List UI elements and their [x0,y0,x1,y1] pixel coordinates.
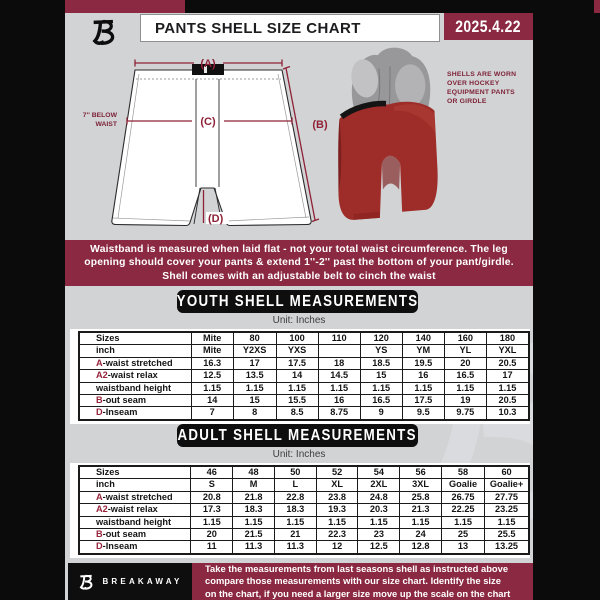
value-cell: 20 [191,528,233,540]
value-cell: 7 [191,407,233,420]
value-cell: 21.5 [233,528,275,540]
value-cell: 12.5 [191,370,233,382]
value-cell: 180 [486,332,529,345]
row-label-cell: D-Inseam [79,407,191,420]
value-cell: 9.5 [402,407,444,420]
measurement-row [79,370,529,382]
value-cell: 8 [233,407,276,420]
value-cell: 12.5 [358,541,400,554]
value-cell: 17.3 [191,504,233,516]
value-cell: 22.8 [274,491,316,503]
value-cell: 20.5 [486,394,529,406]
value-cell: 20 [444,357,486,369]
breakaway-logo-icon [85,15,125,49]
value-cell: YXS [276,345,318,357]
value-cell: 27.75 [485,491,529,503]
sizes-header-row [79,466,529,479]
value-cell: 13.25 [485,541,529,554]
diagram-label-a: (A) [200,58,216,70]
value-cell: 3XL [400,479,442,491]
youth-table-card [70,329,530,424]
measure-letter: A [96,491,103,502]
measurement-row [79,357,529,369]
value-cell: 1.15 [191,382,233,394]
sizes-header-row [79,332,529,345]
value-cell: 1.15 [274,516,316,528]
value-cell: 60 [485,466,529,479]
measure-letter: A2 [96,504,108,515]
value-cell: 9.75 [444,407,486,420]
value-cell: 17.5 [276,357,318,369]
inch-header-row [79,479,529,491]
value-cell: 17.5 [402,394,444,406]
value-cell: M [233,479,275,491]
pants-measurement-diagram [80,48,330,233]
text-line: Waistband is measured when laid flat - not your total waist circumference. The leg [90,243,508,255]
measurement-row [79,504,529,516]
row-label-cell: Sizes [79,466,191,479]
photo-note [447,70,523,106]
red-shell [338,102,437,220]
value-cell: Goalie+ [485,479,529,491]
measure-letter: D [96,407,103,418]
value-cell: 1.15 [358,516,400,528]
value-cell: 15 [233,394,276,406]
value-cell: 21.3 [400,504,442,516]
value-cell: 54 [358,466,400,479]
value-cell: 19.3 [316,504,358,516]
shell-photo [333,40,447,230]
row-label-cell: inch [79,479,191,491]
value-cell: 16 [402,370,444,382]
value-cell: 1.15 [316,516,358,528]
value-cell: Y2XS [233,345,276,357]
value-cell: 1.15 [441,516,484,528]
diagram-label-d: (D) [208,213,224,225]
text-line: opening should cover your pants & extend 1''-2'' past the bottom of your pant/girdle. [84,257,514,269]
value-cell: 25.8 [400,491,442,503]
value-cell: 26.75 [441,491,484,503]
value-cell: 140 [402,332,444,345]
value-cell: 48 [233,466,275,479]
value-cell: 20.8 [191,491,233,503]
value-cell: 100 [276,332,318,345]
value-cell: 23.8 [316,491,358,503]
value-cell: 1.15 [485,516,529,528]
footer-brand-name: BREAKAWAY [102,577,183,586]
value-cell: 1.15 [400,516,442,528]
value-cell: 9 [360,407,402,420]
value-cell: 10.3 [486,407,529,420]
value-cell: 20.5 [486,357,529,369]
shorts-outline [112,70,311,226]
value-cell: 16.5 [444,370,486,382]
info-banner [65,240,533,286]
adult-heading-text: ADULT SHELL MEASUREMENTS [177,426,418,444]
value-cell: 120 [360,332,402,345]
value-cell: 1.15 [276,382,318,394]
side-note-line2: WAIST [95,121,117,128]
value-cell: 11 [191,541,233,554]
value-cell: 25.5 [485,528,529,540]
value-cell: Goalie [441,479,484,491]
text-line: SHELLS ARE WORN [447,71,517,78]
date-text: 2025.4.22 [455,16,522,36]
measure-letter: A [96,357,103,368]
value-cell: 12.8 [400,541,442,554]
value-cell: 52 [316,466,358,479]
value-cell: 17 [486,370,529,382]
value-cell: 1.15 [233,382,276,394]
adult-table-card [70,463,530,558]
value-cell: 18.3 [233,504,275,516]
row-label-cell: A2-waist relax [79,370,191,382]
value-cell: 25 [441,528,484,540]
value-cell: 17 [233,357,276,369]
value-cell: 80 [233,332,276,345]
youth-heading-text: YOUTH SHELL MEASUREMENTS [176,292,419,310]
text-line: Take the measurements from last seasons shell as instructed above [205,563,509,575]
value-cell: 11.3 [274,541,316,554]
row-label-cell: waistband height [79,516,191,528]
value-cell: 13 [441,541,484,554]
value-cell: 22.25 [441,504,484,516]
value-cell: L [274,479,316,491]
measure-letter: A2 [96,370,108,381]
top-right-accent [594,0,600,13]
row-label-cell: Sizes [79,332,191,345]
value-cell: 24.8 [358,491,400,503]
value-cell: 1.15 [444,382,486,394]
value-cell: 15 [360,370,402,382]
value-cell: 1.15 [191,516,233,528]
value-cell: 18.3 [274,504,316,516]
content-area [65,13,533,600]
value-cell: 1.15 [360,382,402,394]
row-label-cell: B-out seam [79,528,191,540]
measurement-row [79,516,529,528]
value-cell: 20.3 [358,504,400,516]
value-cell: 1.15 [318,382,360,394]
value-cell: 16 [318,394,360,406]
value-cell: 2XL [358,479,400,491]
value-cell: 16.3 [191,357,233,369]
value-cell: 1.15 [233,516,275,528]
text-line: on the chart, if you need a larger size move up the scale on the chart [205,587,511,599]
value-cell: 19.5 [402,357,444,369]
text-line: EQUIPMENT PANTS [447,89,515,96]
side-note-line1: 7'' BELOW [82,112,117,119]
value-cell: 46 [191,466,233,479]
row-label-cell: D-Inseam [79,541,191,554]
value-cell: 8.5 [276,407,318,420]
value-cell: 56 [400,466,442,479]
measurement-row [79,528,529,540]
value-cell: Mite [191,345,233,357]
measurement-row [79,382,529,394]
value-cell: 21.8 [233,491,275,503]
diagram-label-c: (C) [200,116,216,128]
value-cell: 14 [191,394,233,406]
value-cell: 23 [358,528,400,540]
value-cell: 24 [400,528,442,540]
value-cell: 18 [318,357,360,369]
value-cell: 14 [276,370,318,382]
value-cell: YS [360,345,402,357]
inch-header-row [79,345,529,357]
value-cell: YM [402,345,444,357]
value-cell [318,345,360,357]
value-cell: 14.5 [318,370,360,382]
adult-section-heading [177,424,418,447]
value-cell: 12 [316,541,358,554]
footer-brand-box [68,563,192,600]
measurement-row [79,541,529,554]
value-cell: 23.25 [485,504,529,516]
value-cell: YXL [486,345,529,357]
date-badge [444,13,533,40]
youth-measurements-table [78,331,530,421]
measure-letter: B [96,395,103,406]
value-cell: 11.3 [233,541,275,554]
measure-letter: B [96,529,103,540]
value-cell: 1.15 [402,382,444,394]
value-cell: Mite [191,332,233,345]
text-line: OR GIRDLE [447,98,487,105]
value-cell: 19 [444,394,486,406]
measure-letter: D [96,541,103,552]
row-label-cell: B-out seam [79,394,191,406]
footer-note [192,563,533,600]
value-cell: 15.5 [276,394,318,406]
value-cell: 8.75 [318,407,360,420]
row-label-cell: waistband height [79,382,191,394]
row-label-cell: A2-waist relax [79,504,191,516]
footer-logo-icon [77,571,97,593]
measurement-row [79,491,529,503]
youth-section-heading [177,290,418,313]
youth-unit-label: Unit: Inches [272,315,326,326]
diagram-label-b: (B) [312,119,328,131]
text-line: compare those measurements with our size chart. Identify the size [205,575,501,587]
value-cell: 22.3 [316,528,358,540]
value-cell: YL [444,345,486,357]
value-cell: 13.5 [233,370,276,382]
value-cell: 160 [444,332,486,345]
value-cell: 50 [274,466,316,479]
row-label-cell: A-waist stretched [79,491,191,503]
value-cell: XL [316,479,358,491]
value-cell: 21 [274,528,316,540]
row-label-cell: inch [79,345,191,357]
text-line: OVER HOCKEY [447,80,500,87]
row-label-cell: A-waist stretched [79,357,191,369]
value-cell: 16.5 [360,394,402,406]
page-title: PANTS SHELL SIZE CHART [155,19,361,37]
adult-unit-label: Unit: Inches [272,449,326,460]
page-title-box [140,14,440,42]
text-line: Shell comes with an adjustable belt to cinch the waist [162,270,436,282]
value-cell: 58 [441,466,484,479]
value-cell: 110 [318,332,360,345]
value-cell: 1.15 [486,382,529,394]
measurement-row [79,407,529,420]
value-cell: S [191,479,233,491]
top-accent-bar [65,0,185,13]
value-cell: 18.5 [360,357,402,369]
measurement-row [79,394,529,406]
adult-measurements-table [78,465,530,555]
